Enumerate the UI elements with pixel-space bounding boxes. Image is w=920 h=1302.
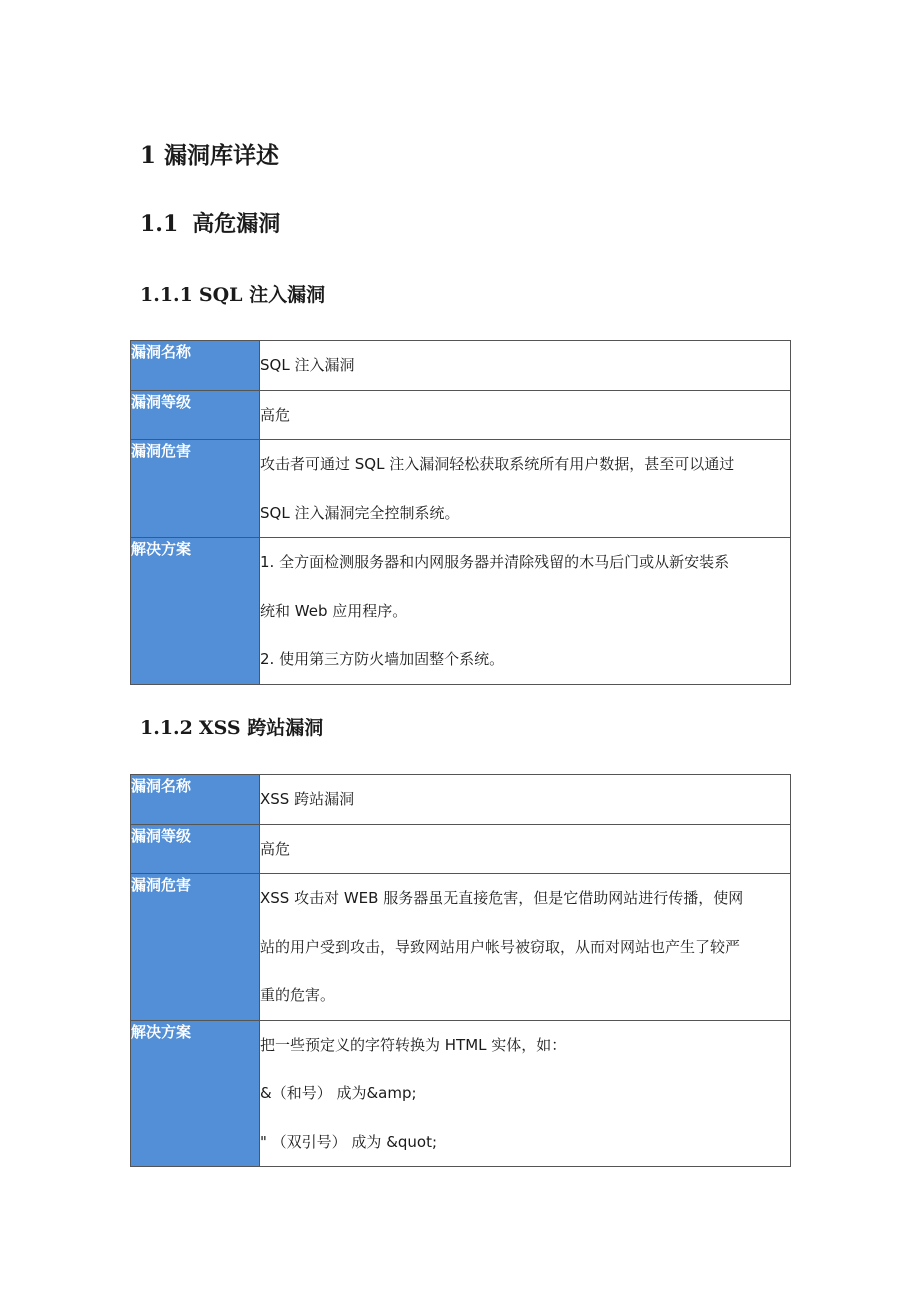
sql-solution-line: 2. 使用第三方防火墙加固整个系统。 [260,650,505,668]
xss-solution-line: &（和号） 成为&amp; [260,1084,417,1102]
sql-vuln-level-text: 高危 [260,405,291,424]
xss-vuln-name-text: XSS 跨站漏洞 [260,790,355,808]
xss-harm-line: XSS 攻击对 WEB 服务器虽无直接危害，但是它借助网站进行传播，使网 [260,889,744,907]
heading-vuln-library: 1 漏洞库详述 [140,142,280,169]
sql-solution-line: 统和 Web 应用程序。 [260,601,408,620]
sql-vuln-level [260,390,791,440]
xss-solution-line: 把一些预定义的字符转换为 HTML 实体，如： [260,1035,567,1054]
table-row [131,1020,791,1167]
xss-vuln-name [260,775,791,825]
heading-sql-injection [140,280,325,310]
heading-xss-title: XSS 跨站漏洞 [198,717,324,739]
heading-high-risk [140,207,280,241]
sql-harm-line: 攻击者可通过 SQL 注入漏洞轻松获取系统所有用户数据，甚至可以通过 [260,455,735,473]
xss-solution [260,1020,791,1167]
heading-high-risk-title: 高危漏洞 [192,211,281,237]
sql-vuln-name-text: SQL 注入漏洞 [260,356,355,374]
sql-solution [260,538,791,685]
label-vuln-harm: 漏洞危害 [131,440,260,538]
xss-vuln-level [260,824,791,874]
sql-solution-line: 1. 全方面检测服务器和内网服务器并清除残留的木马后门或从新安装系 [260,553,730,571]
xss-harm-line: 重的危害。 [260,986,336,1004]
label-vuln-level: 漏洞等级 [131,390,260,440]
label-vuln-name: 漏洞名称 [131,775,260,825]
label-solution: 解决方案 [131,1020,260,1167]
sql-vuln-name [260,341,791,391]
sql-vuln-harm [260,440,791,538]
xss-harm-line: 站的用户受到攻击，导致网站用户帐号被窃取，从而对网站也产生了较严 [260,937,741,956]
heading-xss [140,713,323,743]
heading-xss-number: 1.1.2 [140,717,193,739]
xss-solution-line: " （双引号） 成为 &quot; [260,1132,438,1151]
sql-injection-table [130,340,791,685]
table-row [131,538,791,685]
heading-sql-number: 1.1.1 [140,284,193,306]
heading-high-risk-number: 1.1 [140,211,179,237]
label-vuln-name: 漏洞名称 [131,341,260,391]
xss-table [130,774,791,1167]
table-row [131,341,791,391]
table-row [131,440,791,538]
xss-vuln-harm [260,874,791,1021]
label-vuln-level: 漏洞等级 [131,824,260,874]
table-row [131,390,791,440]
table-row [131,775,791,825]
label-solution: 解决方案 [131,538,260,685]
heading-sql-title: SQL 注入漏洞 [198,284,326,306]
table-row [131,824,791,874]
label-vuln-harm: 漏洞危害 [131,874,260,1021]
xss-vuln-level-text: 高危 [260,839,291,858]
sql-harm-line: SQL 注入漏洞完全控制系统。 [260,503,460,522]
table-row [131,874,791,1021]
